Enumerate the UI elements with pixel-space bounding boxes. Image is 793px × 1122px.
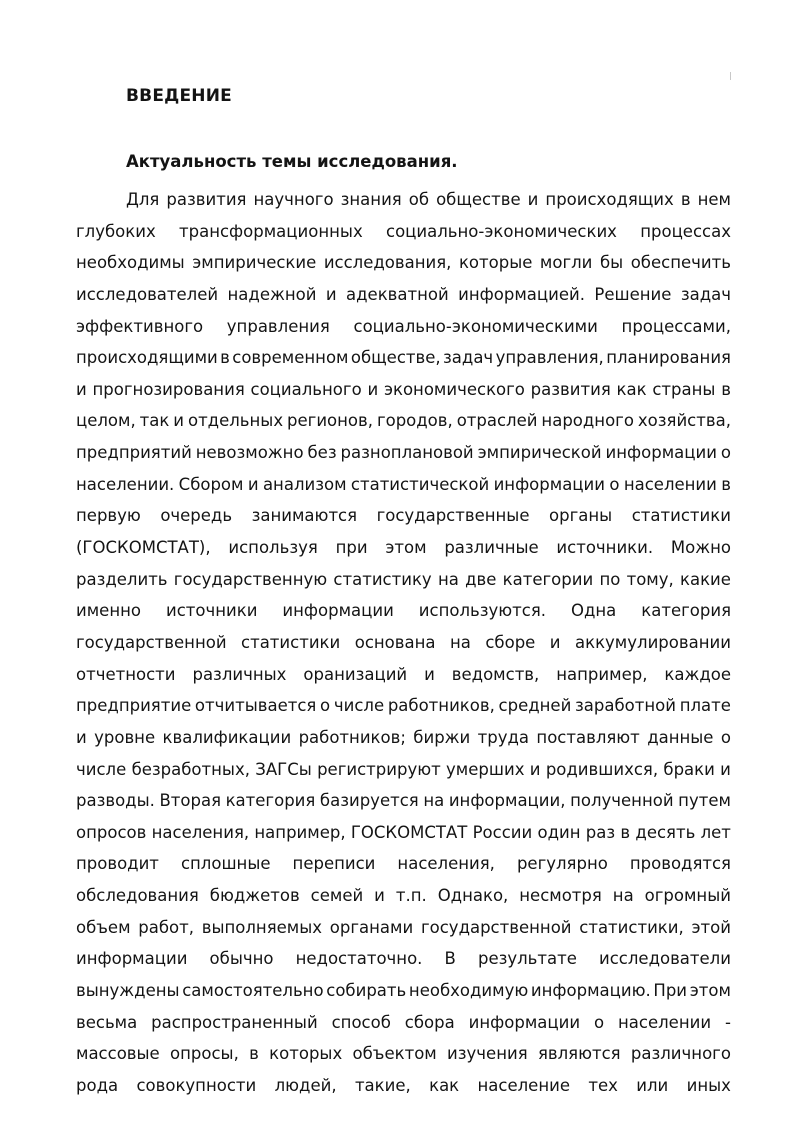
word: распространенный	[151, 1012, 318, 1032]
word: умерших	[446, 759, 525, 779]
text-line	[76, 912, 731, 944]
word: этом	[385, 538, 427, 558]
word: целом,	[76, 411, 136, 431]
text-line	[76, 564, 731, 596]
word: необходимы	[76, 253, 185, 273]
word: населения,	[397, 854, 495, 874]
word: поставляют	[536, 727, 640, 747]
word: информации	[605, 443, 717, 463]
word: числе	[76, 759, 127, 779]
word: в	[249, 1044, 259, 1064]
text-line	[76, 184, 731, 216]
text-line	[76, 469, 731, 501]
word: государственной	[76, 632, 227, 652]
word: каждое	[664, 664, 731, 684]
word: заработной	[575, 696, 676, 716]
word: один	[537, 822, 581, 842]
word: нем	[697, 190, 731, 209]
word: невозможно	[195, 443, 304, 463]
word: людей,	[274, 1075, 337, 1095]
word: так	[139, 411, 170, 431]
word: развития	[166, 190, 247, 209]
word: населения,	[151, 822, 250, 842]
word: безработных,	[131, 759, 250, 779]
word: этой	[691, 917, 731, 937]
text-line	[76, 817, 731, 849]
word: сбора	[404, 1012, 455, 1032]
word: органы	[549, 506, 613, 526]
word: отчетности	[76, 664, 176, 684]
word: регистрируют	[317, 759, 441, 779]
word: о	[720, 727, 731, 747]
text-line	[76, 595, 731, 627]
text-line	[76, 311, 731, 343]
word: информацию.	[530, 981, 651, 1001]
word: в	[721, 379, 731, 399]
word: полученной	[570, 791, 674, 811]
word: и	[720, 759, 731, 779]
word: разводы.	[76, 791, 155, 811]
word: очередь	[160, 506, 233, 526]
text-line	[76, 659, 731, 691]
word: раз	[585, 822, 616, 842]
word: уровне	[94, 727, 156, 747]
text-line	[76, 690, 731, 722]
word: переписи	[292, 854, 376, 874]
text-line	[76, 532, 731, 564]
word: и	[374, 886, 385, 906]
word: базируется	[319, 791, 419, 811]
word: труда	[477, 727, 530, 747]
word: развития	[530, 379, 611, 399]
word: недостаточно.	[295, 949, 423, 969]
word: анализом	[262, 474, 347, 494]
word: средней	[498, 696, 572, 716]
word: управления	[226, 316, 330, 336]
word: -	[724, 1012, 731, 1032]
word: России	[472, 822, 533, 842]
text-line	[76, 216, 731, 248]
word: работ,	[138, 917, 194, 937]
word: которые	[458, 253, 533, 273]
word: о	[320, 696, 331, 716]
text-line	[76, 722, 731, 754]
word: десять	[635, 822, 696, 842]
word: о	[609, 474, 620, 494]
word: на	[423, 791, 445, 811]
text-line	[76, 500, 731, 532]
word: различные	[444, 538, 539, 558]
word: совокупности	[136, 1075, 257, 1095]
word: первую	[76, 506, 141, 526]
word: о	[720, 443, 731, 463]
word: исследователей	[76, 284, 219, 304]
word: работников,	[387, 696, 495, 716]
word: и	[76, 379, 87, 399]
word: городов,	[376, 411, 453, 431]
word: планирования	[606, 348, 731, 368]
word: Однако,	[437, 886, 509, 906]
word: населении	[623, 474, 717, 494]
word: путем	[678, 791, 731, 811]
word: В	[444, 949, 456, 969]
word: обеспечить	[630, 253, 731, 273]
word: данные	[647, 727, 714, 747]
body-paragraph	[76, 184, 731, 1102]
word: современном	[232, 348, 349, 368]
word: глубоких	[76, 221, 156, 241]
word: объем	[76, 917, 131, 937]
text-line	[76, 943, 731, 975]
text-line	[76, 754, 731, 786]
word: При	[653, 981, 688, 1001]
word: при	[335, 538, 368, 558]
word: лет	[700, 822, 731, 842]
text-line	[76, 279, 731, 311]
word: разноплановой	[340, 443, 474, 463]
word: происходящими	[76, 348, 218, 368]
word: хозяйства,	[637, 411, 731, 431]
word: категория	[225, 791, 316, 811]
word: информации	[76, 949, 188, 969]
word: вынуждены	[76, 981, 180, 1001]
word: и	[173, 411, 185, 431]
word: являются	[537, 1044, 621, 1064]
word: экономического	[383, 379, 525, 399]
text-line	[76, 437, 731, 469]
word: источники	[165, 601, 258, 621]
word: используя	[228, 538, 318, 558]
word: народного	[541, 411, 634, 431]
word: и	[549, 632, 561, 652]
word: способ	[331, 1012, 391, 1032]
text-line	[76, 1038, 731, 1070]
word: работников;	[298, 727, 406, 747]
word: социально-экономическими	[353, 316, 598, 336]
word: по	[599, 569, 621, 589]
word: в	[220, 348, 230, 368]
word: процессами,	[621, 316, 731, 336]
word: биржи	[413, 727, 471, 747]
word: занимаются	[251, 506, 358, 526]
word: на	[612, 886, 634, 906]
text-line	[76, 880, 731, 912]
word: ЗАГСы	[255, 759, 312, 779]
word: трансформационных	[179, 221, 363, 241]
word: родившихся,	[545, 759, 659, 779]
word: рода	[76, 1075, 119, 1095]
word: статистической	[350, 474, 490, 494]
word: населении	[618, 1012, 712, 1032]
subsection-title: Актуальность темы исследования.	[126, 152, 458, 171]
word: которых	[269, 1044, 343, 1064]
word: и	[367, 379, 379, 399]
word: исследования,	[323, 253, 452, 273]
word: сборе	[485, 632, 536, 652]
word: статистику	[333, 569, 432, 589]
word: обычно	[209, 949, 274, 969]
word: опросов	[76, 822, 147, 842]
word: и	[424, 664, 435, 684]
word: страны	[652, 379, 716, 399]
word: этом	[689, 981, 731, 1001]
word: две	[465, 569, 497, 589]
word: квалификации	[162, 727, 292, 747]
word: обществе	[436, 190, 521, 209]
word: плате	[679, 696, 731, 716]
word: отраслей	[456, 411, 538, 431]
word: выполняемых	[201, 917, 323, 937]
word: Одна	[571, 601, 617, 621]
word: категория	[641, 601, 731, 621]
word: аккумулировании	[575, 632, 731, 652]
text-line	[76, 785, 731, 817]
text-line	[76, 1070, 731, 1102]
word: тех	[588, 1075, 618, 1095]
word: или	[636, 1075, 669, 1095]
word: проводит	[76, 854, 159, 874]
word: объектом	[352, 1044, 437, 1064]
word: регулярно	[516, 854, 608, 874]
word: т.п.	[395, 886, 427, 906]
word: информации	[493, 474, 605, 494]
word: весьма	[76, 1012, 138, 1032]
word: тому,	[626, 569, 674, 589]
word: какие	[680, 569, 731, 589]
word: задач	[680, 284, 731, 304]
word: иных	[686, 1075, 731, 1095]
word: такие,	[354, 1075, 411, 1095]
word: сплошные	[180, 854, 271, 874]
word: самостоятельно	[182, 981, 324, 1001]
word: разделить	[76, 569, 168, 589]
word: отдельных	[187, 411, 284, 431]
word: различного	[630, 1044, 731, 1064]
word: процессах	[640, 221, 731, 241]
word: об	[408, 190, 430, 209]
word: эмпирической	[477, 443, 602, 463]
word: органами	[329, 917, 414, 937]
section-title: ВВЕДЕНИЕ	[126, 86, 232, 106]
word: бы	[599, 253, 624, 273]
word: государственную	[173, 569, 328, 589]
word: населении.	[76, 474, 175, 494]
word: и	[527, 190, 539, 209]
word: семей	[310, 886, 364, 906]
word: обследования	[76, 886, 199, 906]
text-line	[76, 1007, 731, 1039]
word: бюджетов	[209, 886, 300, 906]
page-mark	[730, 72, 731, 80]
word: числе	[333, 696, 385, 716]
word: социального	[250, 379, 362, 399]
word: опросы,	[170, 1044, 239, 1064]
word: о	[593, 1012, 605, 1032]
word: Можно	[670, 538, 731, 558]
word: различных	[192, 664, 287, 684]
word: регионов,	[287, 411, 373, 431]
word: население	[477, 1075, 570, 1095]
text-line	[76, 848, 731, 880]
word: результате	[477, 949, 577, 969]
word: и	[247, 474, 259, 494]
word: используются.	[418, 601, 547, 621]
word: проводятся	[629, 854, 731, 874]
word: несмотря	[519, 886, 602, 906]
word: государственные	[376, 506, 530, 526]
word: Решение	[594, 284, 672, 304]
word: (ГОСКОМСТАТ),	[76, 538, 211, 558]
word: информацией.	[458, 284, 585, 304]
word: исследователи	[599, 949, 731, 969]
word: адекватной	[346, 284, 449, 304]
word: надежной	[227, 284, 317, 304]
word: и	[325, 284, 337, 304]
word: основана	[354, 632, 436, 652]
text-line	[76, 247, 731, 279]
word: и	[529, 759, 541, 779]
word: в	[680, 190, 691, 209]
text-line	[76, 374, 731, 406]
word: категории	[502, 569, 594, 589]
word: на	[449, 632, 471, 652]
word: информации	[282, 601, 394, 621]
word: необходимую	[408, 981, 529, 1001]
word: статистики	[631, 506, 731, 526]
word: именно	[76, 601, 141, 621]
word: управления,	[495, 348, 604, 368]
word: например,	[254, 822, 346, 842]
word: массовые	[76, 1044, 160, 1064]
text-line	[76, 405, 731, 437]
word: государственной	[420, 917, 572, 937]
text-line	[76, 975, 731, 1007]
word: и	[76, 727, 87, 747]
word: как	[429, 1075, 460, 1095]
word: без	[307, 443, 337, 463]
word: на	[437, 569, 459, 589]
word: прогнозирования	[92, 379, 245, 399]
word: ведомств,	[451, 664, 540, 684]
word: эмпирические	[192, 253, 317, 273]
word: оранизаций	[303, 664, 408, 684]
word: эффективного	[76, 316, 204, 336]
word: статистики	[241, 632, 341, 652]
word: в	[721, 474, 731, 494]
word: информации	[468, 1012, 581, 1032]
word: изучения	[447, 1044, 528, 1064]
word: происходящих	[545, 190, 674, 209]
text-line	[76, 342, 731, 374]
word: научного	[253, 190, 334, 209]
word: ГОСКОМСТАТ	[350, 822, 468, 842]
word: социально-экономических	[386, 221, 617, 241]
word: источники.	[556, 538, 654, 558]
word: обществе,	[350, 348, 441, 368]
word: информации,	[448, 791, 566, 811]
word: собирать	[326, 981, 407, 1001]
word: Вторая	[159, 791, 221, 811]
word: знания	[340, 190, 402, 209]
word: в	[620, 822, 631, 842]
text-line	[76, 627, 731, 659]
word: предприятие	[76, 696, 192, 716]
word: браки	[663, 759, 715, 779]
word: задач	[443, 348, 494, 368]
word: огромный	[644, 886, 731, 906]
word: предприятий	[76, 443, 192, 463]
word: Сбором	[178, 474, 244, 494]
word: отчитывается	[194, 696, 317, 716]
word: как	[616, 379, 647, 399]
word: Для	[126, 190, 160, 209]
word: статистики,	[579, 917, 684, 937]
word: например,	[556, 664, 648, 684]
word: могли	[539, 253, 593, 273]
